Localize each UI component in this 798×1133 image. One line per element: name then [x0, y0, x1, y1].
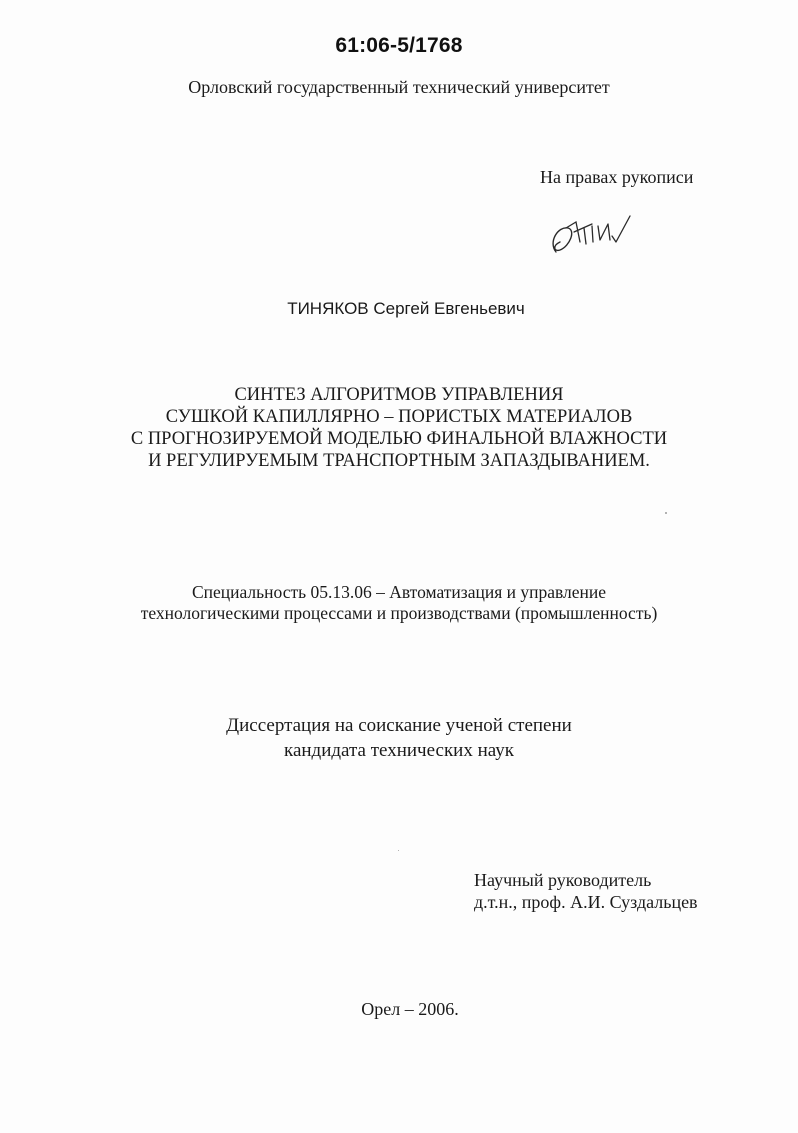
degree-statement [0, 713, 798, 763]
specialty-line-1: Специальность 05.13.06 – Автоматизация и управление [191, 582, 607, 602]
supervisor-block [474, 869, 698, 913]
degree-line-2: кандидата технических наук [284, 740, 514, 761]
university-name: Орловский государственный технический университет [188, 77, 610, 97]
place-and-year: Орел – 2006. [361, 999, 459, 1019]
degree-line-1: Диссертация на соискание ученой степени [226, 715, 572, 736]
author-name: ТИНЯКОВ Сергей Евгеньевич [287, 299, 525, 318]
title-line-4: И РЕГУЛИРУЕМЫМ ТРАНСПОРТНЫМ ЗАПАЗДЫВАНИЕМ. [148, 451, 650, 471]
specialty [0, 582, 798, 624]
handwritten-signature [546, 212, 636, 262]
title-line-2: СУШКОЙ КАПИЛЛЯРНО – ПОРИСТЫХ МАТЕРИАЛОВ [165, 407, 633, 427]
scan-speck [665, 512, 667, 514]
scan-speck [398, 850, 399, 851]
title-line-3: С ПРОГНОЗИРУЕМОЙ МОДЕЛЬЮ ФИНАЛЬНОЙ ВЛАЖНОСТИ [130, 429, 668, 449]
rights-note: На правах рукописи [540, 167, 694, 187]
supervisor-label: Научный руководитель [474, 870, 652, 890]
dissertation-title [0, 384, 798, 472]
specialty-line-2: технологическими процессами и производствами (промышленность) [140, 603, 658, 623]
title-line-1: СИНТЕЗ АЛГОРИТМОВ УПРАВЛЕНИЯ [234, 385, 564, 405]
supervisor-name: д.т.н., проф. А.И. Суздальцев [474, 892, 698, 912]
catalog-number: 61:06-5/1768 [335, 34, 463, 57]
